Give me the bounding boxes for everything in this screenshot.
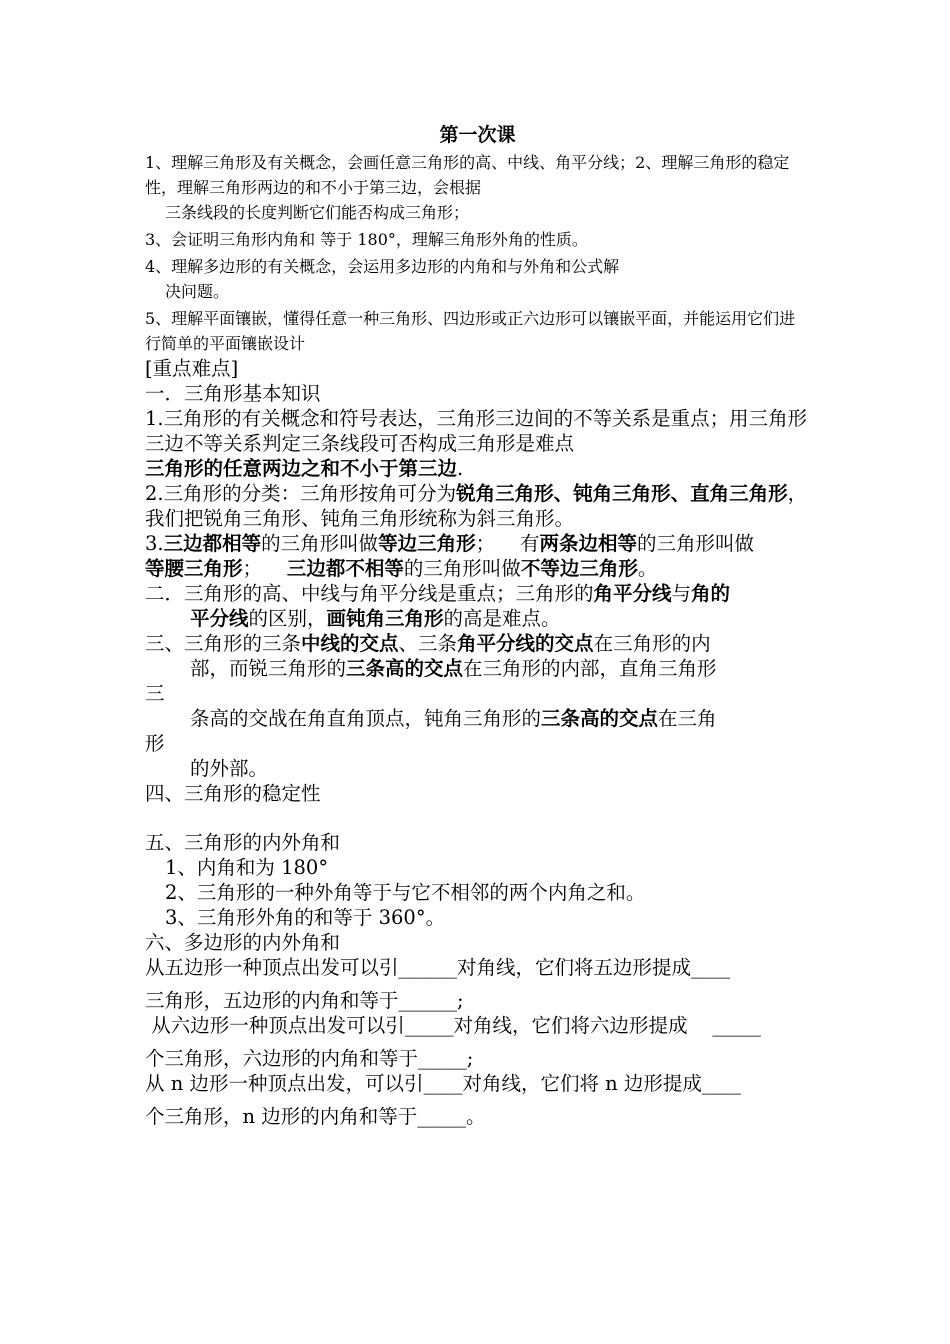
section-one-point-1: 1.三角形的有关概念和符号表达，三角形三边间的不等关系是重点；用三角形三边不等关系判定三条线段可否构成三角形是难点	[145, 407, 808, 455]
section-four: 四、三角形的稳定性	[145, 782, 321, 805]
section-heading-key-points: [重点难点]	[145, 357, 239, 380]
section-five: 五、三角形的内外角和	[145, 831, 341, 854]
exercise-pentagon: 从五边形一种顶点出发可以引______对角线，它们将五边形提成____	[145, 956, 731, 979]
section-three: 三、三角形的三条中线的交点、三条角平分线的交点在三角形的内	[145, 632, 711, 655]
exercise-n-gon-cont: 个三角形，n 边形的内角和等于_____。	[145, 1105, 486, 1128]
objective-4-cont: 决问题。	[165, 282, 230, 301]
section-three-wrap-2: 形	[145, 732, 165, 755]
exercise-pentagon-cont: 三角形，五边形的内角和等于______;	[145, 989, 464, 1012]
section-five-item-1: 1、内角和为 180°	[165, 856, 329, 879]
objective-3: 3、会证明三角形内角和 等于 180°，理解三角形外角的性质。	[145, 230, 588, 249]
section-one-emphasis: 三角形的任意两边之和不小于第三边.	[145, 457, 464, 480]
page-title: 第一次课	[439, 124, 516, 146]
section-one-point-2: 2.三角形的分类：三角形按角可分为锐角三角形、钝角三角形、直角三角形，我们把锐角三角形、钝角三角形统称为斜三角形。	[145, 482, 808, 530]
section-six: 六、多边形的内外角和	[145, 931, 341, 954]
section-one-point-3-cont: 等腰三角形； 三边都不相等的三角形叫做不等边三角形。	[145, 557, 658, 580]
section-one-point-3: 3.三边都相等的三角形叫做等边三角形； 有两条边相等的三角形叫做	[145, 532, 754, 555]
objective-4: 4、理解多边形的有关概念，会运用多边形的内角和与外角和公式解	[145, 257, 620, 276]
objective-1-2: 1、理解三角形及有关概念，会画任意三角形的高、中线、角平分线；2、理解三角形的稳定性，理解三角形两边的和不小于第三边，会根据	[145, 153, 790, 197]
section-five-item-3: 3、三角形外角的和等于 360°。	[165, 906, 446, 929]
section-two: 二．三角形的高、中线与角平分线是重点；三角形的角平分线与角的	[145, 582, 731, 605]
exercise-hexagon: 从六边形一种顶点出发可以引_____对角线，它们将六边形提成 _____	[145, 1014, 761, 1037]
section-three-wrap-1: 三	[145, 682, 165, 705]
section-two-cont: 平分线的区别，画钝角三角形的高是难点。	[190, 607, 561, 630]
section-three-line-3: 条高的交战在角直角顶点，钝角三角形的三条高的交点在三角	[190, 707, 717, 730]
section-three-line-4: 的外部。	[190, 757, 269, 780]
section-one-heading: 一．三角形基本知识	[145, 382, 321, 405]
section-three-line-2: 部，而锐三角形的三条高的交点在三角形的内部，直角三角形	[190, 657, 717, 680]
section-five-item-2: 2、三角形的一种外角等于与它不相邻的两个内角之和。	[165, 881, 646, 904]
exercise-n-gon: 从 n 边形一种顶点出发，可以引____对角线，它们将 n 边形提成____	[145, 1072, 741, 1095]
document-page	[145, 120, 810, 1129]
objective-2-cont: 三条线段的长度判断它们能否构成三角形；	[165, 203, 470, 222]
objective-5: 5、理解平面镶嵌，懂得任意一种三角形、四边形或正六边形可以镶嵌平面，并能运用它们进行简单的平面镶嵌设计	[145, 309, 796, 353]
exercise-hexagon-cont: 个三角形，六边形的内角和等于_____;	[145, 1047, 474, 1070]
